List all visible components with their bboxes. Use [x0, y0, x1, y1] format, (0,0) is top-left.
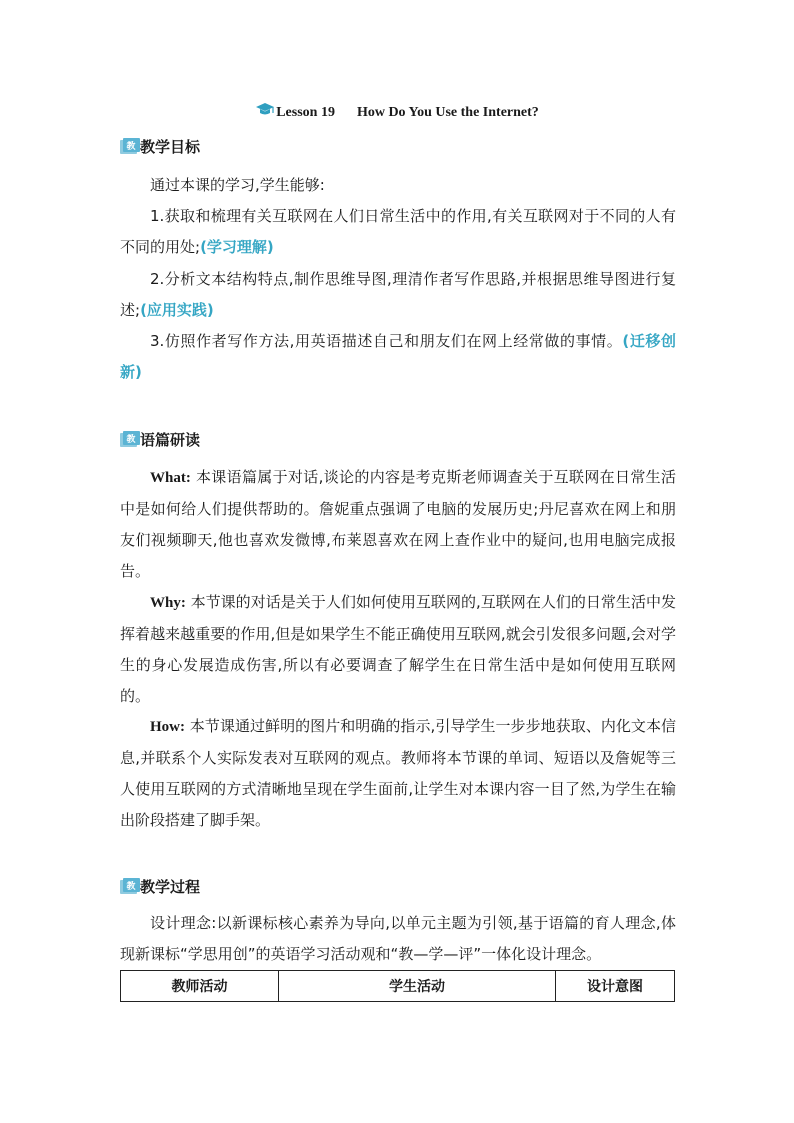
section-heading-analysis	[120, 429, 200, 450]
objective-tag: (学习理解)	[200, 238, 274, 256]
analysis-how: How: 本节课通过鲜明的图片和明确的指示,引导学生一步步地获取、内化文本信息,并联系个人实际发表对互联网的观点。教师将本节课的单词、短语以及詹妮等三人使用互联网的方式清晰地呈现在学生面前,让学生对本课内容一目了然,为学生在输出阶段搭建了脚手架。	[120, 717, 676, 829]
objective-item-3: 3.仿照作者写作方法,用英语描述自己和朋友们在网上经常做的事情。(迁移创新)	[120, 332, 677, 381]
section-heading-objectives	[120, 136, 200, 157]
svg-text:教: 教	[126, 141, 136, 152]
svg-text:教: 教	[126, 881, 136, 892]
book-badge-icon	[120, 138, 140, 156]
table-header-row	[121, 971, 675, 1002]
lesson-number: Lesson 19	[276, 105, 335, 120]
book-badge-icon	[120, 431, 140, 449]
section-title: 教学过程	[140, 878, 201, 896]
graduation-cap-icon	[255, 102, 275, 123]
header-student-activity: 学生活动	[279, 971, 556, 1002]
section-title: 教学目标	[140, 138, 201, 156]
book-badge-icon	[120, 878, 140, 896]
header-design-intent: 设计意图	[556, 971, 675, 1002]
lesson-name: How Do You Use the Internet?	[356, 105, 539, 120]
objective-item-1: 1.获取和梳理有关互联网在人们日常生活中的作用,有关互联网对于不同的人有不同的用处;(学习理解)	[120, 207, 676, 256]
process-intro: 设计理念:以新课标核心素养为导向,以单元主题为引领,基于语篇的育人理念,体现新课标“学思用创”的英语学习活动观和“教—学—评”一体化设计理念。	[120, 914, 676, 963]
analysis-what: What: 本课语篇属于对话,谈论的内容是考克斯老师调查关于互联网在日常生活中是如何给人们提供帮助的。詹妮重点强调了电脑的发展历史;丹尼喜欢在网上和朋友们视频聊天,他也喜欢发微博,布莱恩喜欢在网上查作业中的疑问,也用电脑完成报告。	[120, 468, 676, 580]
page-title	[0, 102, 794, 123]
process-table	[120, 970, 675, 1002]
objective-item-2: 2.分析文本结构特点,制作思维导图,理清作者写作思路,并根据思维导图进行复述;(应用实践)	[120, 270, 676, 319]
section-heading-process	[120, 876, 200, 897]
section-title: 语篇研读	[140, 431, 201, 449]
svg-text:教: 教	[126, 434, 136, 445]
objectives-intro: 通过本课的学习,学生能够:	[150, 176, 325, 194]
header-teacher-activity: 教师活动	[121, 971, 279, 1002]
analysis-why: Why: 本节课的对话是关于人们如何使用互联网的,互联网在人们的日常生活中发挥着越来越重要的作用,但是如果学生不能正确使用互联网,就会引发很多问题,会对学生的身心发展造成伤害,所以有必要调查了解学生在日常生活中是如何使用互联网的。	[120, 593, 676, 705]
objective-tag: (应用实践)	[140, 301, 214, 319]
objective-tag: (迁移创新)	[120, 332, 677, 381]
